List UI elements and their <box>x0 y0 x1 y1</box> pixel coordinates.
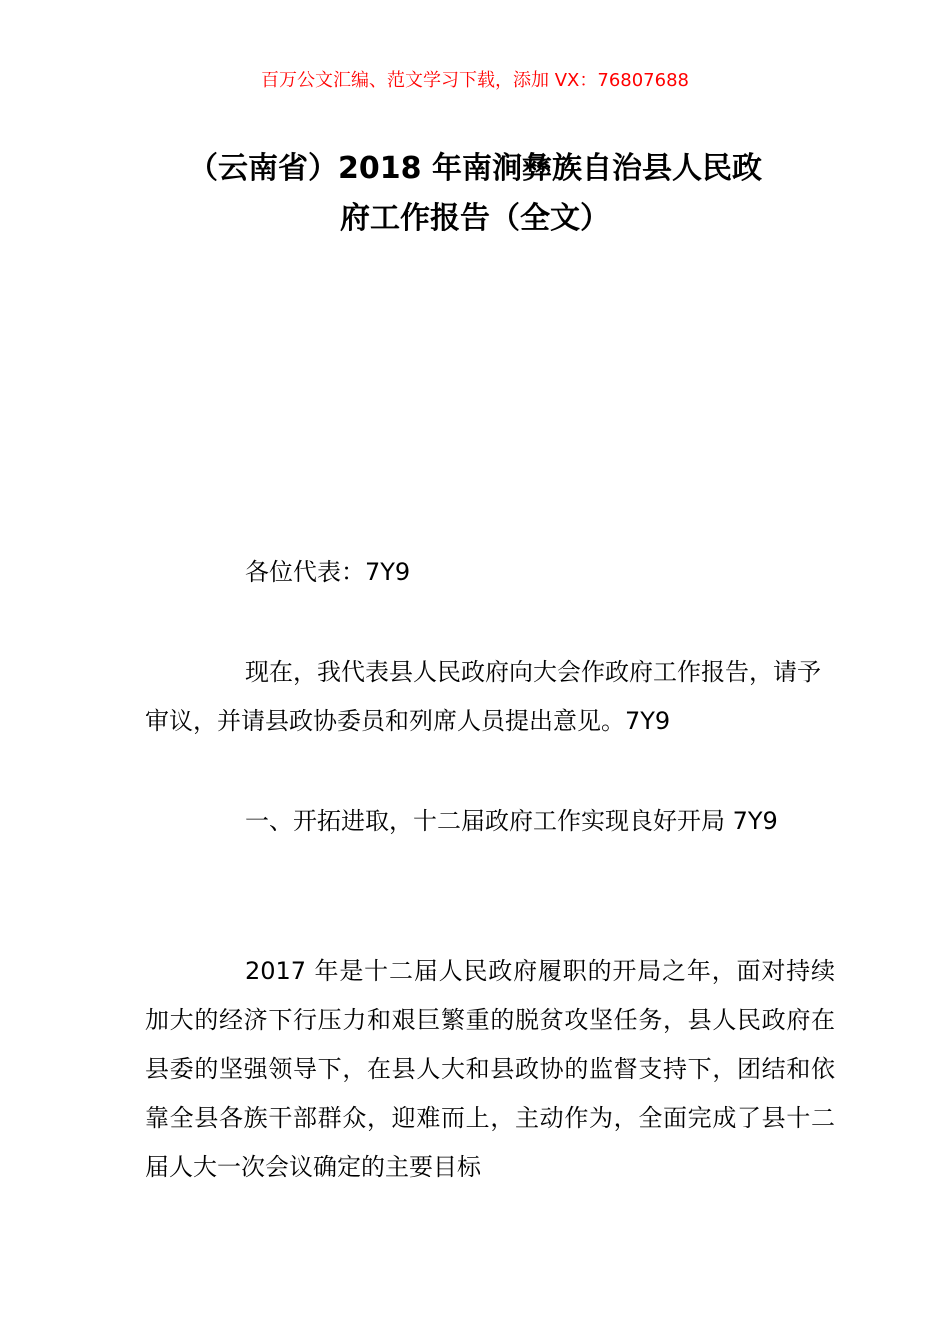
opening-paragraph-block <box>145 648 835 746</box>
body-paragraph-block <box>145 947 835 1192</box>
document-title <box>125 144 825 244</box>
title-line-1: （云南省）2018 年南涧彝族自治县人民政 <box>188 151 762 186</box>
title-line-2: 府工作报告（全文） <box>340 201 610 236</box>
salutation: 各位代表：7Y9 <box>245 558 411 586</box>
opening-paragraph: 现在，我代表县人民政府向大会作政府工作报告，请予审议，并请县政协委员和列席人员提出意见。7Y9 <box>145 658 821 735</box>
body-paragraph: 2017 年是十二届人民政府履职的开局之年，面对持续加大的经济下行压力和艰巨繁重的脱贫攻坚任务，县人民政府在县委的坚强领导下，在县人大和县政协的监督支持下，团结和依靠全县各族干部群众，迎难而上，主动作为，全面完成了县十二届人大一次会议确定的主要目标 <box>145 957 835 1181</box>
section-heading: 一、开拓进取，十二届政府工作实现良好开局 7Y9 <box>245 807 778 835</box>
section-heading-block <box>145 797 835 846</box>
header-banner <box>0 66 950 96</box>
salutation-block <box>145 548 835 597</box>
banner-text: 百万公文汇编、范文学习下载，添加 VX：76807688 <box>261 70 689 91</box>
